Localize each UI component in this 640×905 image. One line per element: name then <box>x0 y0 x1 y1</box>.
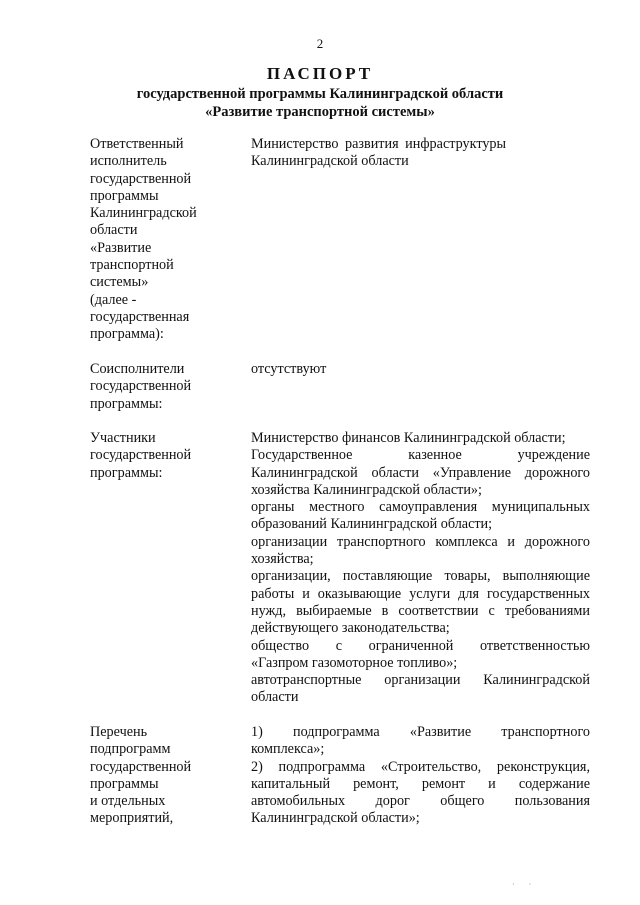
label-line: программы: <box>90 464 163 481</box>
value-line: Калининградской области <box>251 153 409 170</box>
value-line: комплекса»; <box>251 741 325 758</box>
label-line: программа): <box>90 326 164 343</box>
value-line: действующего законодательства; <box>251 620 450 637</box>
section-label <box>90 361 240 413</box>
value-line: образований Калининградской области; <box>251 516 493 533</box>
value-line: общество с ограниченной ответственностью <box>251 637 590 654</box>
label-line: «Развитие <box>90 239 152 256</box>
document-title: ПАСПОРТ <box>266 64 374 83</box>
value-line: автотранспортные организации Калининградской <box>251 672 590 689</box>
label-line: Ответственный <box>90 136 184 152</box>
label-line: системы» <box>90 274 149 291</box>
value-line: организации, поставляющие товары, выполняющие <box>251 568 590 585</box>
section-value <box>251 136 523 171</box>
label-line: Соисполнители <box>90 361 185 377</box>
value-line: 1) подпрограмма «Развитие транспортного <box>251 724 590 740</box>
value-line: 2) подпрограмма «Строительство, реконструкция, <box>251 758 590 775</box>
value-line: Калининградской области «Управление дорожного <box>251 464 590 481</box>
label-line: программы: <box>90 395 163 412</box>
label-line: области <box>90 222 138 239</box>
value-line: области <box>251 689 299 706</box>
value-line: хозяйства Калининградской области»; <box>251 481 482 498</box>
document-header <box>0 64 640 121</box>
value-line: Министерство развития инфраструктуры <box>251 136 507 152</box>
value-line: органы местного самоуправления муниципальных <box>251 499 590 516</box>
label-line: транспортной <box>90 257 174 274</box>
label-line: Калининградской <box>90 205 197 222</box>
label-line: государственной <box>90 378 192 395</box>
value-line: капитальный ремонт, ремонт и содержание <box>251 775 590 792</box>
label-line: и отдельных <box>90 793 166 810</box>
label-line: государственная <box>90 308 190 325</box>
section-value <box>251 361 590 378</box>
label-line: Участники <box>90 430 156 446</box>
label-line: Перечень <box>90 724 148 740</box>
label-line: государственной <box>90 758 192 775</box>
value-line: Министерство финансов Калининградской области; <box>251 430 566 446</box>
value-line: организации транспортного комплекса и дорожного <box>251 533 590 550</box>
section-label <box>90 724 240 828</box>
value-line: «Газпром газомоторное топливо»; <box>251 654 458 671</box>
program-subtitle: государственной программы Калининградской области <box>136 86 504 102</box>
label-line: подпрограмм <box>90 741 171 758</box>
value-line: работы и оказывающие услуги для государственных <box>251 585 590 602</box>
label-line: программы <box>90 775 159 792</box>
page-number: 2 <box>316 36 324 51</box>
value-line: автомобильных дорог общего пользования <box>251 793 590 810</box>
label-line: государственной <box>90 170 192 187</box>
value-line: Калининградской области»; <box>251 810 420 827</box>
label-line: государственной <box>90 447 192 464</box>
section-label <box>90 430 240 482</box>
value-line: отсутствуют <box>251 361 327 377</box>
value-line: Государственное казенное учреждение <box>251 447 590 464</box>
label-line: исполнитель <box>90 153 167 170</box>
section-label <box>90 136 240 344</box>
label-line: программы <box>90 187 159 204</box>
section-value <box>251 430 590 707</box>
label-line: (далее - <box>90 291 137 308</box>
section-value <box>251 724 590 828</box>
value-line: нужд, выбираемые в соответствии с требованиями <box>251 602 590 619</box>
scan-marks: · · <box>512 880 538 889</box>
value-line: хозяйства; <box>251 551 314 568</box>
program-name: «Развитие транспортной системы» <box>205 104 435 120</box>
label-line: мероприятий, <box>90 810 174 827</box>
